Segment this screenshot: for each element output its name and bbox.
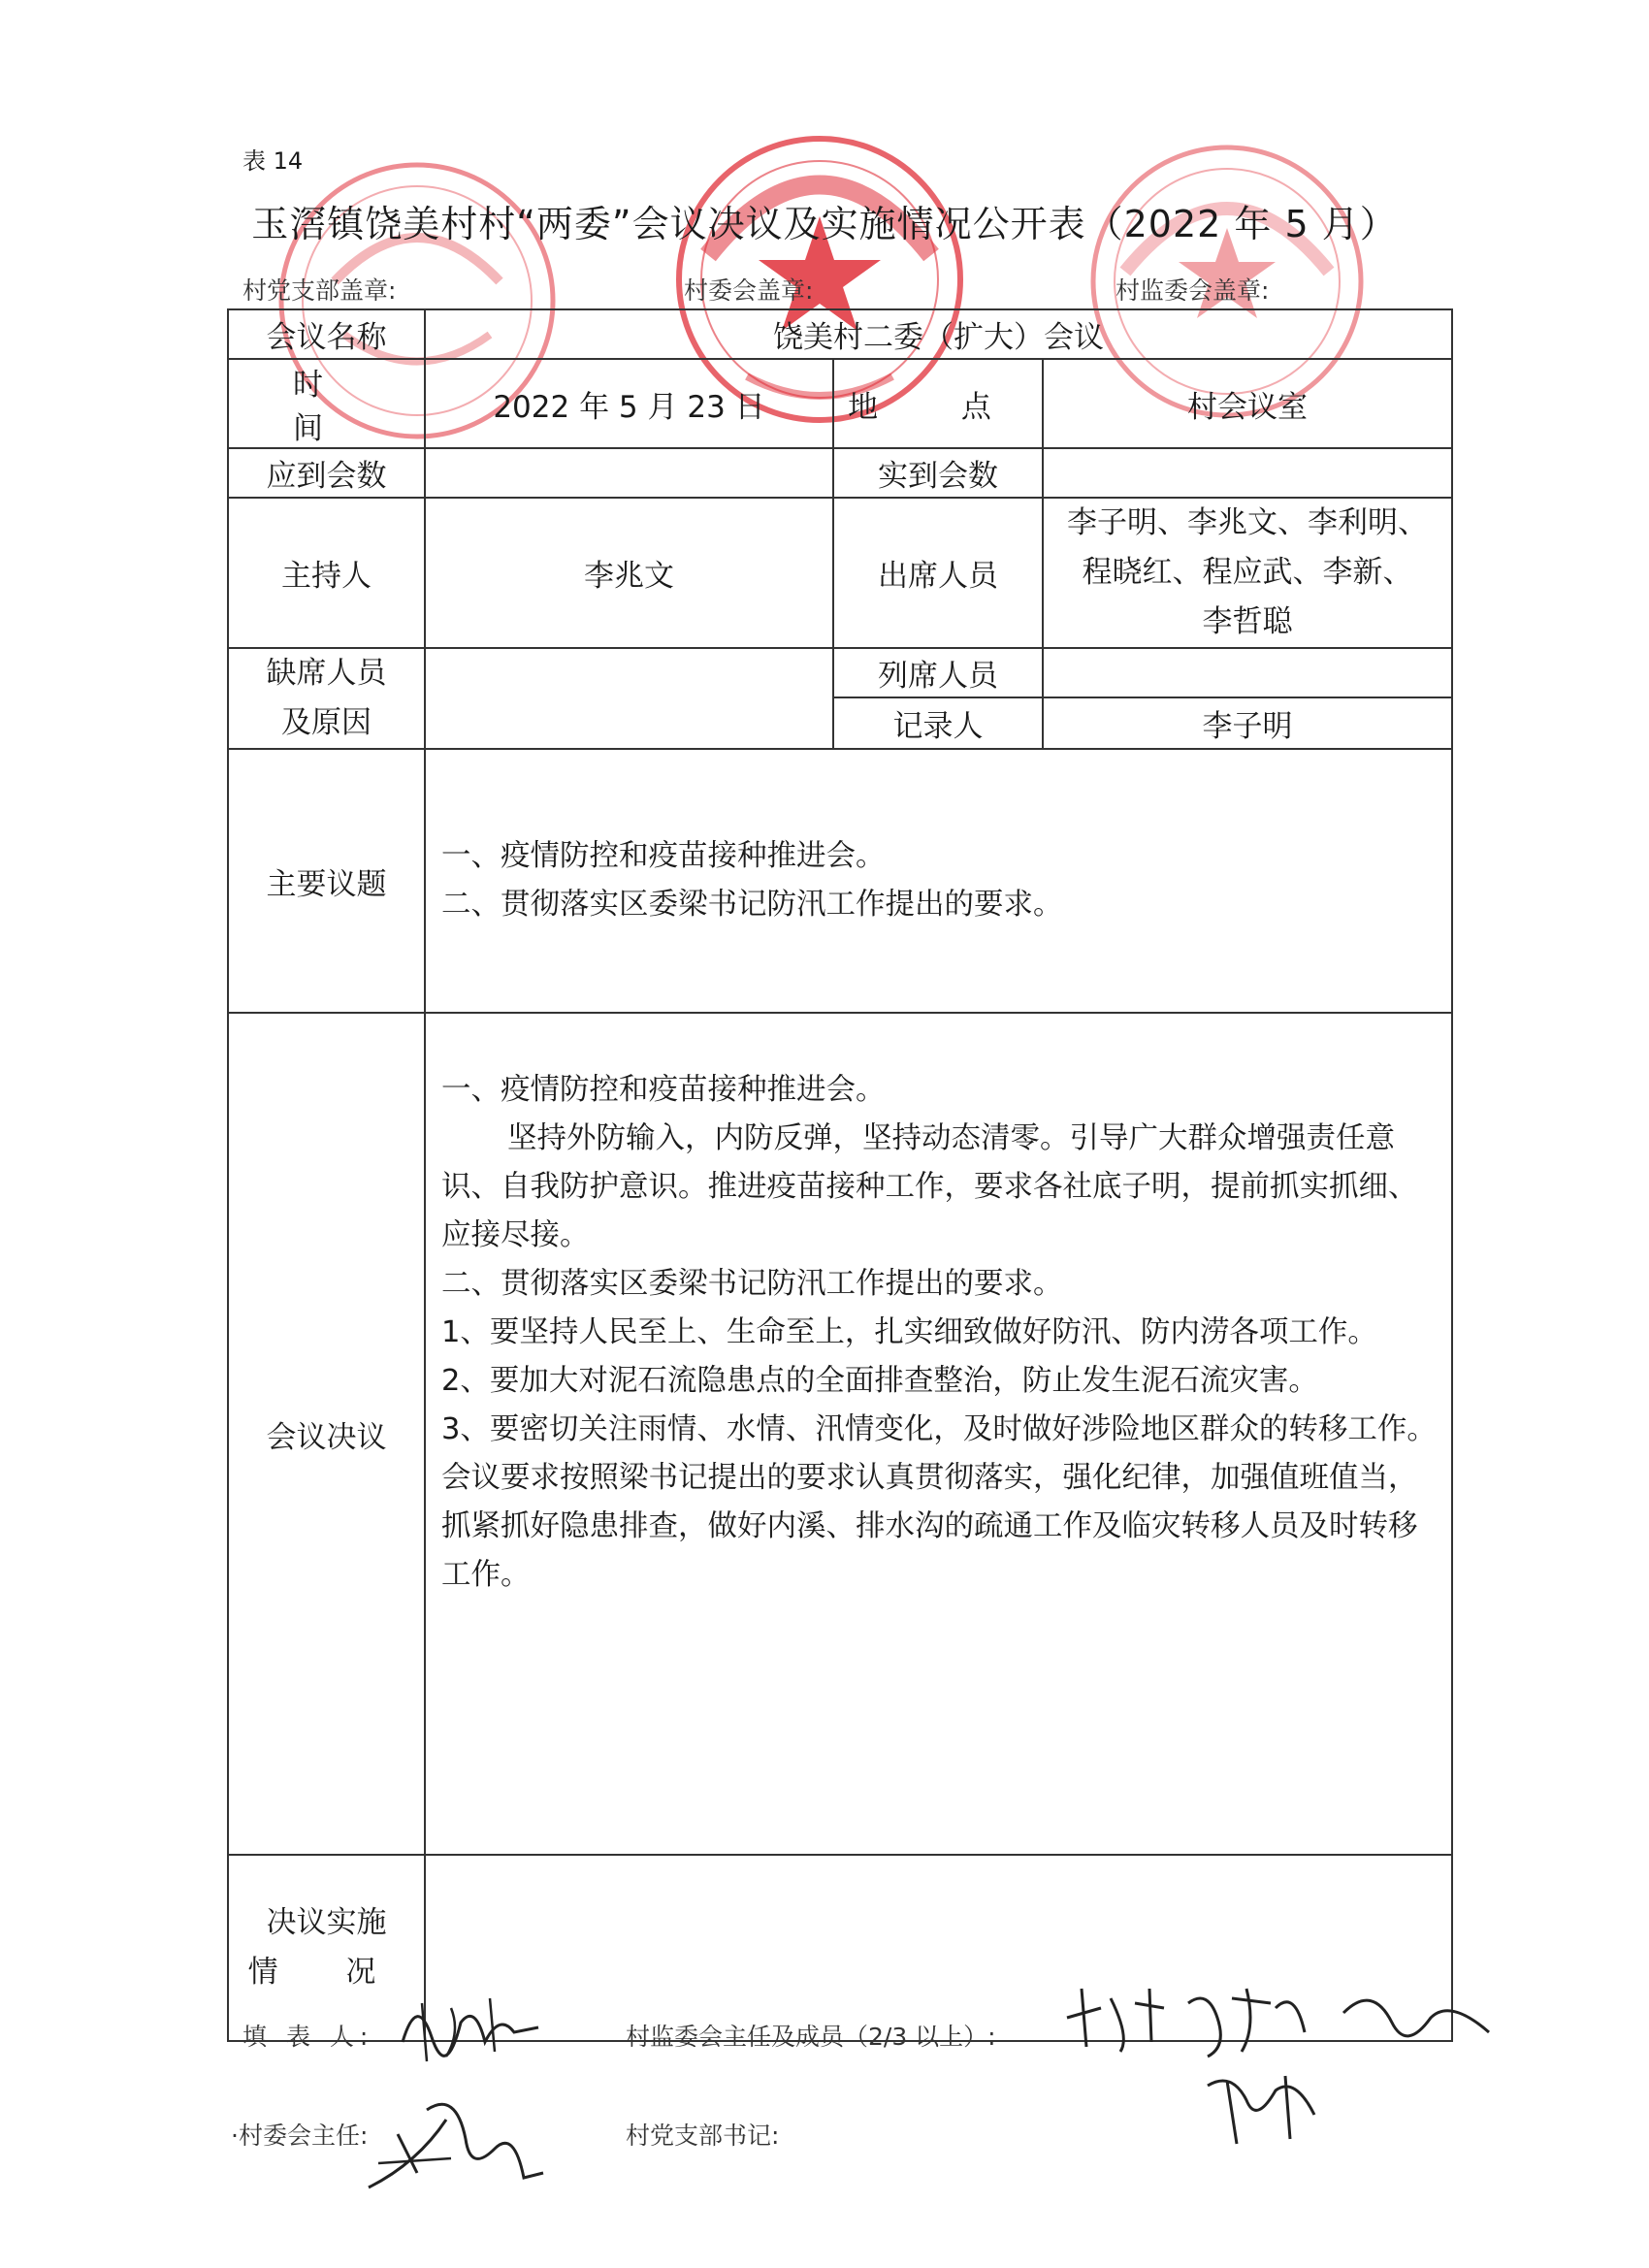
meeting-record-table	[227, 308, 1453, 2042]
supervision-members-signature	[1062, 1979, 1518, 2154]
party-branch-seal-label: 村党支部盖章:	[242, 276, 397, 305]
time-label: 时 间	[228, 359, 425, 448]
actual-count-value	[1043, 448, 1452, 498]
attendees-line: 程晓红、程应武、李新、	[1082, 555, 1413, 590]
form-code: 表 14	[242, 147, 304, 175]
absent-label: 缺席人员 及原因	[228, 648, 425, 749]
topics-label: 主要议题	[228, 749, 425, 1013]
topic-item: 一、疫情防控和疫苗接种推进会。	[441, 839, 886, 873]
location-label: 地 点	[833, 359, 1043, 448]
resolution-paragraph: 二、贯彻落实区委梁书记防汛工作提出的要求。	[441, 1267, 1063, 1301]
attendees-label: 出席人员	[833, 498, 1043, 648]
resolution-paragraph: 一、疫情防控和疫苗接种推进会。	[441, 1073, 886, 1107]
resolution-paragraph: 1、要坚持人民至上、生命至上，扎实细致做好防汛、防内涝各项工作。	[441, 1315, 1377, 1349]
filler-label: 填 表 人:	[242, 2023, 374, 2051]
location-value: 村会议室	[1043, 359, 1452, 448]
recorder-value: 李子明	[1043, 697, 1452, 749]
meeting-name-value: 饶美村二委（扩大）会议	[425, 309, 1452, 359]
village-committee-seal-label: 村委会盖章:	[684, 276, 814, 305]
host-label: 主持人	[228, 498, 425, 648]
topics-value	[425, 749, 1452, 1013]
supervision-members-label: 村监委会主任及成员（2/3 以上）:	[626, 2023, 996, 2051]
absent-value	[425, 648, 833, 749]
resolution-value	[425, 1013, 1452, 1855]
observers-label: 列席人员	[833, 648, 1043, 697]
resolution-label: 会议决议	[228, 1013, 425, 1855]
resolution-paragraph: 2、要加大对泥石流隐患点的全面排查整治，防止发生泥石流灾害。	[441, 1364, 1318, 1398]
meeting-name-label: 会议名称	[228, 309, 425, 359]
resolution-paragraph: 坚持外防输入，内防反弹，坚持动态清零。引导广大群众增强责任意识、自我防护意识。推进疫苗接种工作，要求各社底子明，提前抓实抓细、应接尽接。	[441, 1121, 1418, 1252]
implementation-label: 决议实施 情 况	[228, 1855, 425, 2041]
expected-count-label: 应到会数	[228, 448, 425, 498]
expected-count-value	[425, 448, 833, 498]
host-value: 李兆文	[425, 498, 833, 648]
attendees-line: 李子明、李兆文、李利明、	[1067, 505, 1429, 540]
party-secretary-label: 村党支部书记:	[626, 2122, 780, 2150]
filler-signature	[393, 1984, 548, 2071]
resolution-paragraph: 3、要密切关注雨情、水情、汛情变化，及时做好涉险地区群众的转移工作。	[441, 1412, 1437, 1446]
attendees-value	[1043, 498, 1452, 648]
document-title: 玉滘镇饶美村村“两委”会议决议及实施情况公开表（2022 年 5 月）	[251, 203, 1398, 245]
topic-item: 二、贯彻落实区委梁书记防汛工作提出的要求。	[441, 888, 1063, 922]
committee-director-label: ·村委会主任:	[231, 2122, 369, 2150]
supervision-committee-seal-label: 村监委会盖章:	[1116, 276, 1270, 305]
actual-count-label: 实到会数	[833, 448, 1043, 498]
observers-value	[1043, 648, 1452, 697]
recorder-label: 记录人	[833, 697, 1043, 749]
time-value: 2022 年 5 月 23 日	[425, 359, 833, 448]
resolution-paragraph: 会议要求按照梁书记提出的要求认真贯彻落实，强化纪律，加强值班值当，抓紧抓好隐患排查，做好内溪、排水沟的疏通工作及临灾转移人员及时转移工作。	[441, 1461, 1418, 1592]
attendees-line: 李哲聪	[1202, 604, 1293, 639]
committee-director-signature	[359, 2081, 553, 2207]
